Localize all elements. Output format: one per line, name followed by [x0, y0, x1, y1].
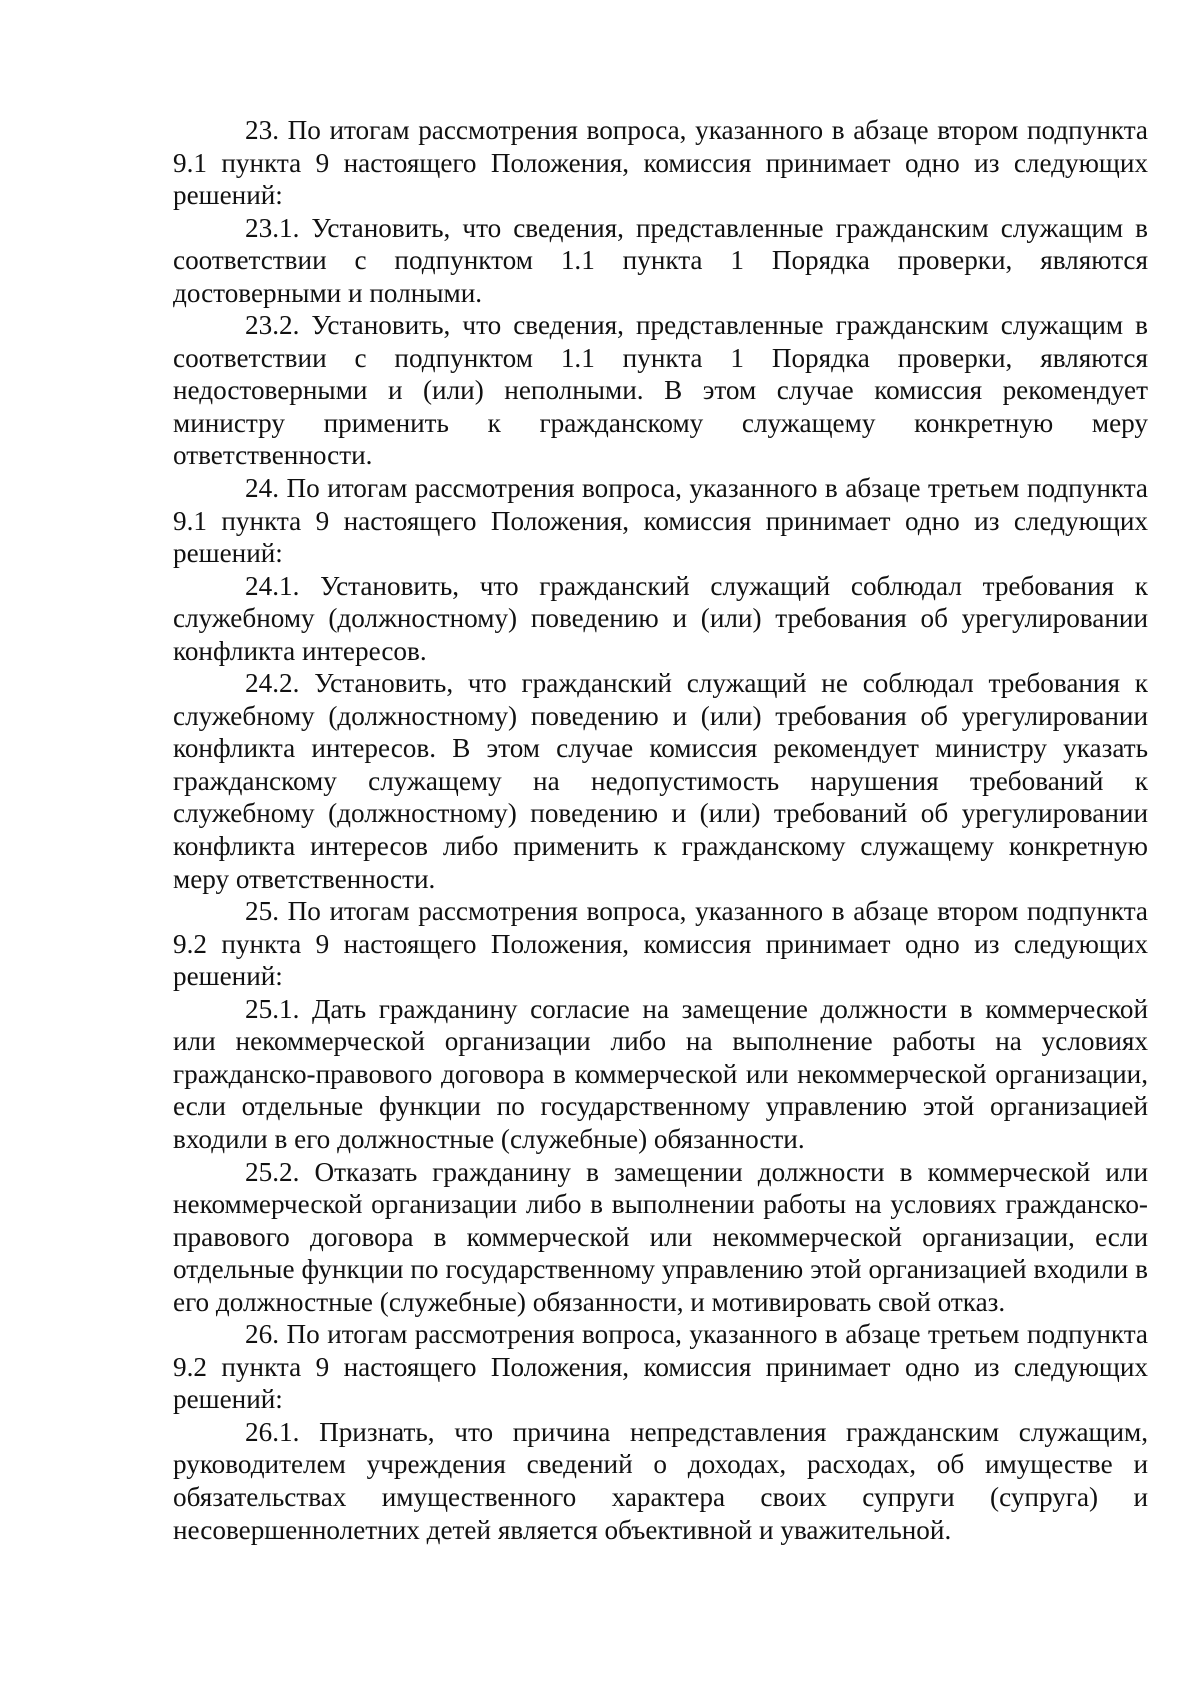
paragraph-number: 24.1.: [245, 570, 300, 601]
paragraph-text: По итогам рассмотрения вопроса, указанного в абзаце третьем подпункта 9.2 пункта 9 настоящего Положения, комиссия принимает одно из следующих решений:: [173, 1319, 1148, 1415]
paragraph-text: Дать гражданину согласие на замещение должности в коммерческой или некоммерческой организации либо на выполнение работы на условиях гражданско-правового договора в коммерческой или некоммерческой организации, если отдельные функции по государственному управлению этой организацией входили в его должностные (служебные) обязанности.: [173, 993, 1148, 1154]
paragraph-24-2: [173, 667, 1148, 895]
paragraph-number: 26.: [245, 1319, 279, 1350]
paragraph-number: 26.1.: [245, 1416, 300, 1447]
paragraph-26-1: [173, 1416, 1148, 1546]
paragraph-text: Установить, что гражданский служащий соблюдал требования к служебному (должностному) поведению и (или) требования об урегулировании конфликта интересов.: [173, 570, 1148, 666]
paragraph-23: [173, 114, 1148, 212]
paragraph-number: 23.2.: [245, 310, 300, 341]
paragraph-number: 25.: [245, 896, 279, 927]
paragraph-25-2: [173, 1156, 1148, 1319]
paragraph-number: 23.1.: [245, 212, 300, 243]
paragraph-text: По итогам рассмотрения вопроса, указанного в абзаце втором подпункта 9.1 пункта 9 настоящего Положения, комиссия принимает одно из следующих решений:: [173, 115, 1148, 211]
paragraph-text: Признать, что причина непредставления гражданским служащим, руководителем учреждения сведений о доходах, расходах, об имуществе и обязательствах имущественного характера своих супруги (супруга) и несовершеннолетних детей является объективной и уважительной.: [173, 1416, 1149, 1545]
paragraph-25: [173, 895, 1148, 993]
paragraph-text: По итогам рассмотрения вопроса, указанного в абзаце третьем подпункта 9.1 пункта 9 настоящего Положения, комиссия принимает одно из следующих решений:: [173, 473, 1148, 569]
paragraph-text: Установить, что гражданский служащий не соблюдал требования к служебному (должностному) поведению и (или) требования об урегулировании конфликта интересов. В этом случае комиссия рекомендует министру указать гражданскому служащему на недопустимость нарушения требований к служебному (должностному) поведению и (или) требований об урегулировании конфликта интересов либо применить к гражданскому служащему конкретную меру ответственности.: [173, 668, 1149, 894]
paragraph-23-1: [173, 212, 1148, 310]
paragraph-number: 24.2.: [245, 668, 300, 699]
paragraph-text: Установить, что сведения, представленные гражданским служащим в соответствии с подпунктом 1.1 пункта 1 Порядка проверки, являются достоверными и полными.: [173, 212, 1149, 308]
paragraph-number: 23.: [245, 115, 279, 145]
paragraph-26: [173, 1318, 1148, 1416]
paragraph-text: Отказать гражданину в замещении должности в коммерческой или некоммерческой организации либо в выполнении работы на условиях гражданско-правового договора в коммерческой или некоммерческой организации, если отдельные функции по государственному управлению этой организацией входили в его должностные (служебные) обязанности, и мотивировать свой отказ.: [173, 1156, 1149, 1317]
paragraph-24: [173, 472, 1148, 570]
document-body: [173, 114, 1148, 1546]
paragraph-number: 24.: [245, 473, 279, 504]
paragraph-24-1: [173, 570, 1148, 668]
paragraph-25-1: [173, 993, 1148, 1156]
paragraph-number: 25.1.: [245, 993, 300, 1024]
paragraph-text: По итогам рассмотрения вопроса, указанного в абзаце втором подпункта 9.2 пункта 9 настоящего Положения, комиссия принимает одно из следующих решений:: [173, 896, 1148, 992]
paragraph-23-2: [173, 309, 1148, 472]
paragraph-number: 25.2.: [245, 1156, 300, 1187]
paragraph-text: Установить, что сведения, представленные гражданским служащим в соответствии с подпунктом 1.1 пункта 1 Порядка проверки, являются недостоверными и (или) неполными. В этом случае комиссия рекомендует министру применить к гражданскому служащему конкретную меру ответственности.: [173, 310, 1149, 471]
